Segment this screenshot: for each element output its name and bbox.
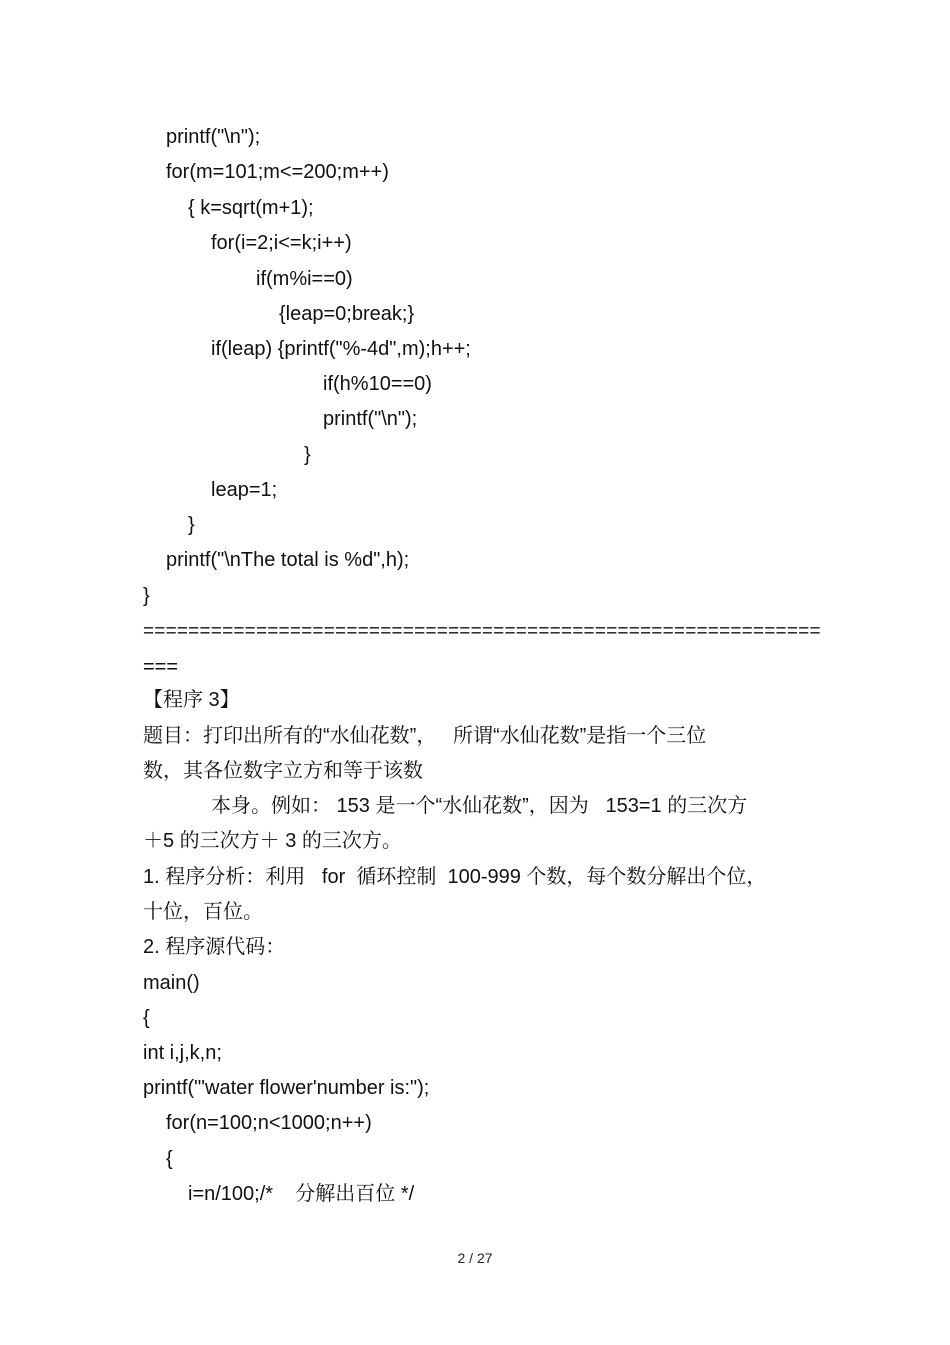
code-line: leap=1; — [211, 479, 278, 501]
code-line: printf("\n"); — [166, 126, 261, 148]
code-line: int i,j,k,n; — [143, 1042, 222, 1064]
code-line: if(leap) {printf("%-4d",m);h++; — [211, 338, 471, 360]
code-line: printf("\nThe total is %d",h); — [166, 549, 410, 571]
text-line: 数，其各位数字立方和等于该数 — [143, 760, 423, 782]
text-line: ＋5 的三次方＋ 3 的三次方。 — [143, 830, 402, 852]
code-line: main() — [143, 972, 200, 994]
separator-line: ============================================================ — [143, 621, 821, 642]
code-line: { — [166, 1148, 173, 1170]
code-line: i=n/100;/* 分解出百位 */ — [188, 1183, 415, 1205]
separator-line: === — [143, 656, 179, 678]
text-line: 2. 程序源代码： — [143, 936, 286, 958]
code-line: printf("\n"); — [323, 408, 418, 430]
code-line: { k=sqrt(m+1); — [188, 197, 314, 219]
code-line: { — [143, 1007, 150, 1029]
code-line: if(m%i==0) — [256, 268, 353, 290]
code-line: } — [304, 444, 311, 466]
page-number: 2 / 27 — [457, 1250, 493, 1266]
code-line: for(m=101;m<=200;m++) — [166, 161, 389, 183]
code-line: printf("'water flower'number is:"); — [143, 1077, 430, 1099]
code-line: for(n=100;n<1000;n++) — [166, 1112, 372, 1134]
code-line: } — [143, 585, 150, 607]
text-line: 十位，百位。 — [143, 901, 263, 923]
text-line: 本身。例如： 153 是一个“水仙花数”，因为 153=1 的三次方 — [211, 795, 748, 817]
code-line: for(i=2;i<=k;i++) — [211, 232, 352, 254]
program-heading: 【程序 3】 — [143, 689, 240, 711]
code-line: {leap=0;break;} — [279, 303, 415, 325]
code-line: } — [188, 514, 195, 536]
text-line: 1. 程序分析：利用 for 循环控制 100-999 个数，每个数分解出个位， — [143, 866, 767, 888]
text-line: 题目：打印出所有的“水仙花数”， 所谓“水仙花数”是指一个三位 — [143, 725, 707, 747]
code-line: if(h%10==0) — [323, 373, 432, 395]
